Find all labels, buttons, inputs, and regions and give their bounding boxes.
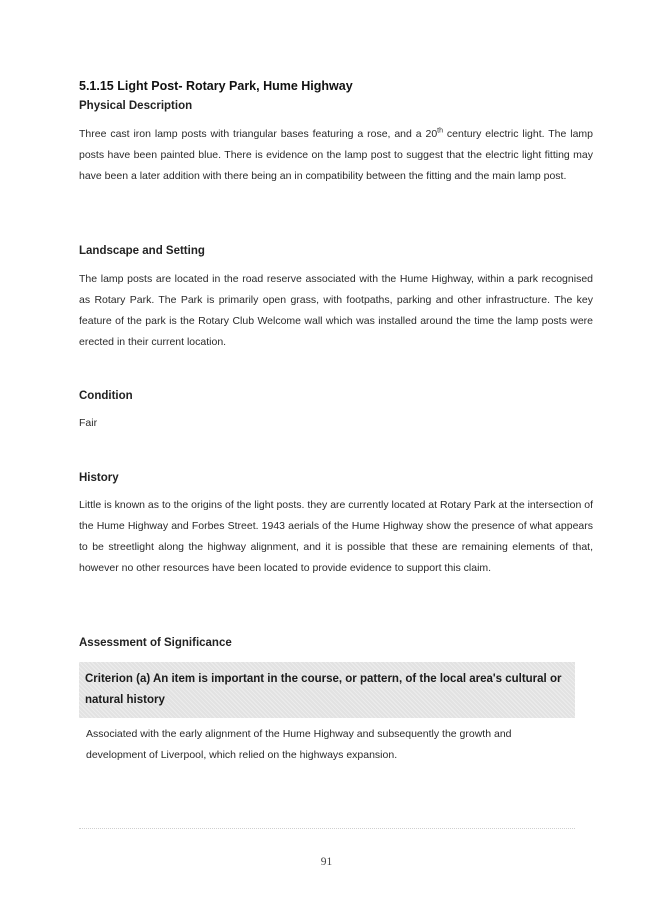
- ordinal-superscript: th: [437, 127, 444, 135]
- history-heading: History: [79, 472, 119, 484]
- physical-description-paragraph: [79, 124, 593, 187]
- criterion-paragraph: Associated with the early alignment of the Hume Highway and subsequently the growth and development of Liverpool, which relied on the highways expansion.: [86, 728, 512, 761]
- section-title: 5.1.15 Light Post- Rotary Park, Hume Highway: [79, 79, 353, 93]
- criterion-box: [79, 662, 575, 718]
- page-number: 91: [320, 856, 333, 868]
- assessment-heading: Assessment of Significance: [79, 637, 232, 649]
- footer-divider: [79, 828, 575, 829]
- physical-text-part-1: Three cast iron lamp posts with triangular bases featuring a rose, and a 20: [79, 128, 438, 140]
- physical-description-heading: Physical Description: [79, 100, 193, 112]
- physical-text-part-2: century electric light. The lamp posts have been painted blue. There is evidence on the lamp post to suggest that the electric light fitting may have been a later addition with there being an in compatibility between the fitting and the main lamp post.: [79, 128, 593, 182]
- condition-heading: Condition: [79, 390, 133, 402]
- landscape-paragraph: The lamp posts are located in the road reserve associated with the Hume Highway, within a park recognised as Rotary Park. The Park is primarily open grass, with footpaths, parking and other infrastructure. The key feature of the park is the Rotary Club Welcome wall which was installed around the time the lamp posts were erected in their current location.: [79, 273, 593, 348]
- landscape-heading: Landscape and Setting: [79, 245, 205, 257]
- history-paragraph: Little is known as to the origins of the light posts. they are currently located at Rotary Park at the intersection of the Hume Highway and Forbes Street. 1943 aerials of the Hume Highway show the presence of what appears to be streetlight along the highway alignment, and it is possible that these are remaining elements of that, however no other resources have been located to provide evidence to support this claim.: [79, 499, 593, 574]
- criterion-title: Criterion (a) An item is important in the course, or pattern, of the local area's cultural or natural history: [85, 673, 562, 706]
- condition-value: Fair: [79, 417, 98, 429]
